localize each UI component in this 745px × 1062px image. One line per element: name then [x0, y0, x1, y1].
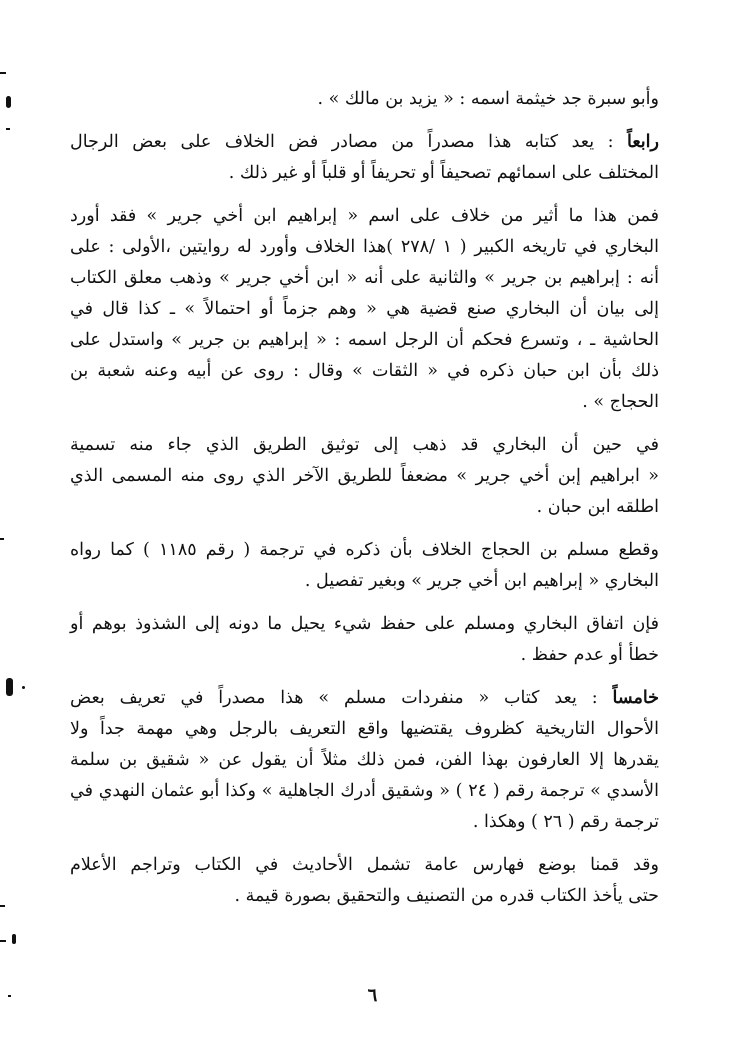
text-line: الأسدي » ترجمة رقم ( ٢٤ ) « وشقيق أدرك الجاهلية » وكذا أبو عثمان النهدي في — [70, 781, 659, 801]
text-line: فمن هذا ما أثير من خلاف على اسم « إبراهيم ابن أخي جرير » فقد أورد — [70, 206, 659, 226]
text-line: « ابراهيم إبن أخي جرير » مضعفاً للطريق الآخر الذي روى منه المسمى الذي — [70, 466, 659, 486]
paragraph-5 — [70, 535, 685, 597]
paragraph-4 — [70, 430, 685, 523]
text-line-rest: : يعد كتاب « منفردات مسلم » هذا مصدراً في تعريف بعض — [70, 688, 613, 708]
paragraph-2 — [70, 127, 685, 189]
text-line: الحاشية ـ ، وتسرع فحكم أن الرجل اسمه : « إبراهيم بن جرير » واستدل على — [70, 330, 659, 350]
text-line: البخاري في تاريخه الكبير ( ١ /٢٧٨ )هذا الخلاف وأورد له روايتين ،الأولى : على — [70, 237, 659, 257]
text-line: يقدرها إلا العارفون بهذا الفن، فمن ذلك مثلاً أن يقول عن « شقيق بن سلمة — [70, 750, 659, 770]
paragraph-3 — [70, 201, 685, 418]
section-label: رابعاً — [627, 132, 659, 152]
paragraph-8 — [70, 850, 685, 912]
page-body — [70, 84, 685, 924]
scan-mark — [6, 128, 10, 130]
text-line-rest: : يعد كتابه هذا مصدراً من مصادر فض الخلاف على بعض الرجال — [70, 132, 628, 152]
scan-mark — [0, 940, 6, 942]
scan-mark — [0, 905, 5, 907]
paragraph-1 — [70, 84, 685, 115]
paragraph-6 — [70, 609, 685, 671]
scan-mark — [0, 72, 6, 74]
text-line: الأحوال التاريخية كظروف يقتضيها واقع التعريف بالرجل وهي مهمة جداً ولا — [70, 719, 659, 739]
text-line: حتى يأخذ الكتاب قدره من التصنيف والتحقيق بصورة قيمة . — [234, 886, 659, 906]
text-line — [70, 683, 685, 714]
scan-mark — [6, 678, 13, 696]
paragraph-7 — [70, 683, 685, 838]
text-line: وأبو سبرة جد خيثمة اسمه : « يزيد بن مالك » . — [317, 89, 659, 109]
text-line: فإن اتفاق البخاري ومسلم على حفظ شيء يحيل ما دونه إلى الشذوذ بوهم أو — [70, 614, 659, 634]
text-line: في حين أن البخاري قد ذهب إلى توثيق الطريق الذي جاء منه تسمية — [70, 435, 659, 455]
scan-mark — [8, 995, 11, 997]
text-line — [70, 127, 685, 158]
scan-mark — [6, 96, 11, 108]
text-line: الحجاج » . — [582, 392, 659, 412]
text-line: ذلك بأن ابن حبان ذكره في « الثقات » وقال : روى عن أبيه وعنه شعبة بن — [70, 361, 659, 381]
scan-mark — [22, 686, 25, 689]
text-line: أنه : إبراهيم بن جرير » والثانية على أنه « ابن أخي جرير » وذهب معلق الكتاب — [70, 268, 659, 288]
page-number: ٦ — [367, 985, 378, 1006]
text-line: اطلقه ابن حبان . — [536, 497, 659, 517]
text-line: خطأ أو عدم حفظ . — [520, 645, 659, 665]
text-line: وقطع مسلم بن الحجاج الخلاف بأن ذكره في ترجمة ( رقم ١١٨٥ ) كما رواه — [70, 540, 660, 560]
scan-mark — [0, 538, 4, 540]
text-line: البخاري « إبراهيم ابن أخي جرير » وبغير تفصيل . — [304, 571, 659, 591]
scan-mark — [12, 934, 16, 944]
section-label: خامساً — [612, 688, 659, 708]
text-line: إلى بيان أن البخاري صنع قضية هي « وهم جزماً أو احتمالاً » ـ كذا قال في — [70, 299, 659, 319]
text-line: ترجمة رقم ( ٢٦ ) وهكذا . — [472, 812, 659, 832]
text-line: المختلف على اسمائهم تصحيفاً أو تحريفاً أو قلباً أو غير ذلك . — [228, 163, 659, 183]
text-line: وقد قمنا بوضع فهارس عامة تشمل الأحاديث في الكتاب وتراجم الأعلام — [70, 855, 659, 875]
